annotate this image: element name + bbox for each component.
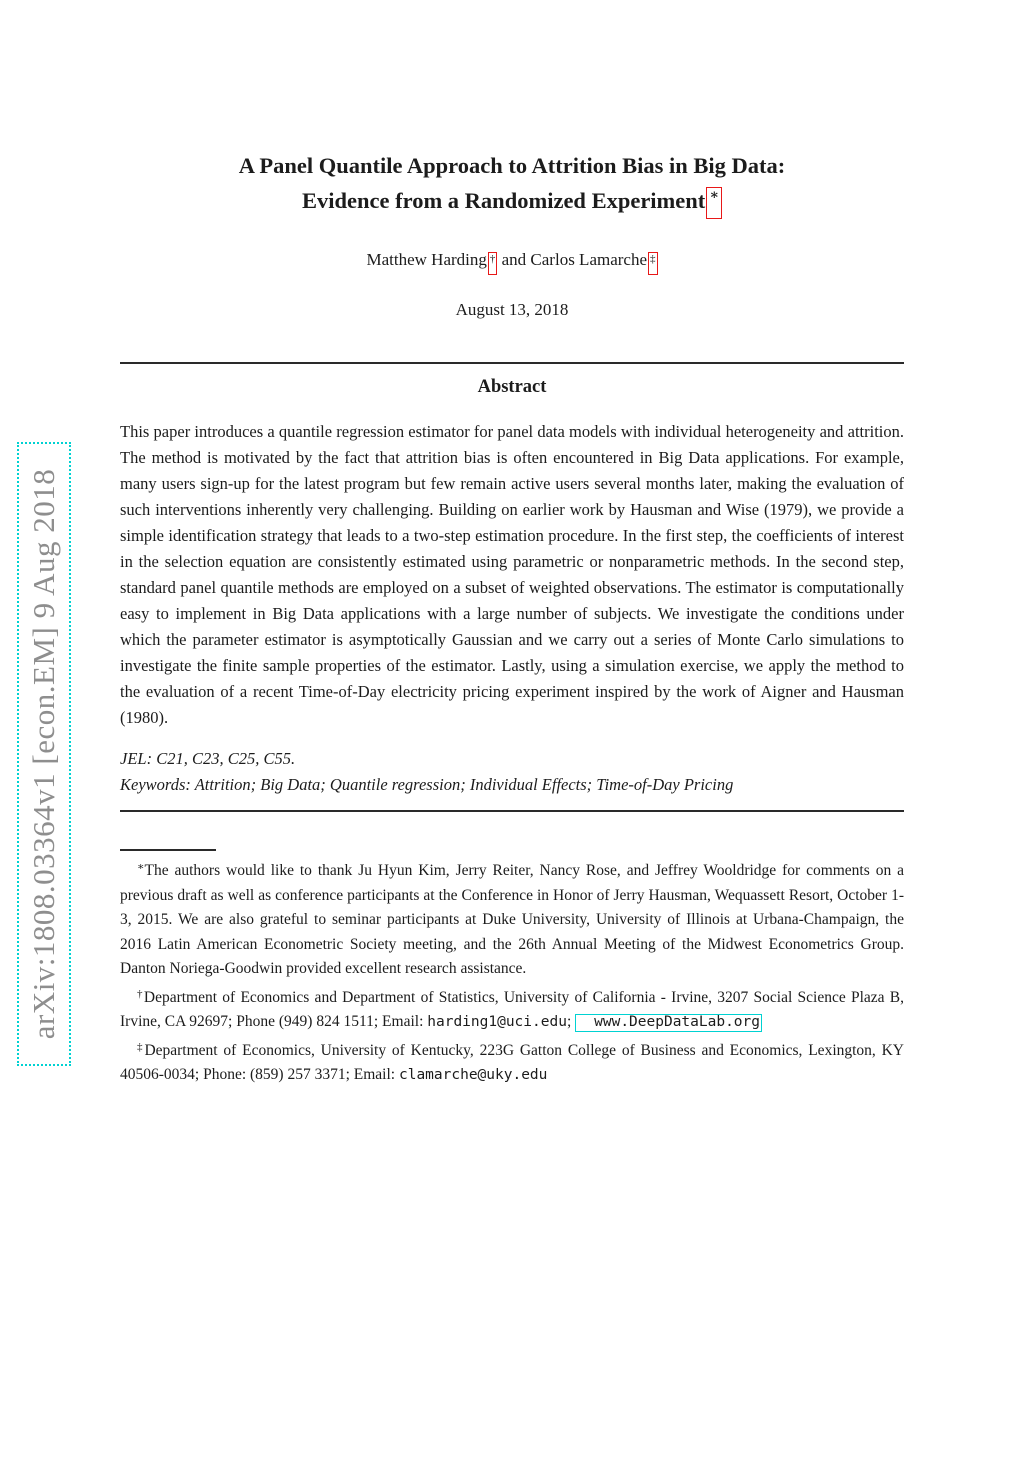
footnote-dagger-separator: ; — [566, 1013, 576, 1030]
abstract-heading: Abstract — [477, 377, 547, 397]
arxiv-watermark-text: arXiv:1808.03364v1 [econ.EM] 9 Aug 2018 — [26, 468, 61, 1040]
author-1: Matthew Harding — [366, 250, 487, 269]
paper-title-line2: Evidence from a Randomized Experiment — [302, 188, 706, 213]
footnotes-block — [120, 855, 904, 1088]
footnote-dagger-marker: † — [137, 987, 144, 1000]
abstract-bottom-rule — [120, 810, 904, 812]
keywords: Keywords: Attrition; Big Data; Quantile regression; Individual Effects; Time-of-Day Pricing — [120, 775, 734, 794]
footnote-ddagger-email: clamarche@uky.edu — [398, 1067, 548, 1083]
title-footnote-link[interactable]: ∗ — [706, 187, 722, 219]
author-separator: and — [497, 250, 531, 269]
footnote-star — [120, 855, 904, 982]
footnote-star-marker: ∗ — [137, 861, 145, 873]
abstract-body: This paper introduces a quantile regression estimator for panel data models with individual heterogeneity and attrition. The method is motivated by the fact that attrition bias is often encountered in Big Data applications. For example, many users sign-up for the latest program but few remain active users several months later, making the evaluation of such interventions inherently very challenging. Building on earlier work by Hausman and Wise (1979), we provide a simple identification strategy that leads to a two-step estimation procedure. In the first step, the coefficients of interest in the selection equation are consistently estimated using parametric or nonparametric methods. In the second step, standard panel quantile methods are employed on a subset of weighted observations. The estimator is computationally easy to implement in Big Data applications with a large number of subjects. We investigate the conditions under which the parameter estimator is asymptotically Gaussian and we carry out a series of Monte Carlo simulations to investigate the finite sample properties of the estimator. Lastly, using a simulation exercise, we apply the method to the evaluation of a recent Time-of-Day electricity pricing experiment inspired by the work of Aigner and Hausman (1980). — [120, 422, 904, 727]
footnote-ddagger-text: Department of Economics, University of Kentucky, 223G Gatton College of Business and Economics, Lexington, KY 40506-0034; Phone: (859) 257 3371; Email: — [120, 1041, 904, 1083]
footnote-star-text: The authors would like to thank Ju Hyun Kim, Jerry Reiter, Nancy Rose, and Jeffrey Wooldridge for comments on a previous draft as well as conference participants at the Conference in Honor of Jerry Hausman, Wequassett Resort, October 1-3, 2015. We are also grateful to seminar participants at Duke University, University of Illinois at Urbana-Champaign, the 2016 Latin American Econometric Society meeting, and the 26th Annual Meeting of the Midwest Econometrics Group. Danton Noriega-Goodwin provided excellent research assistance. — [120, 862, 904, 977]
author-line — [120, 250, 904, 275]
jel-codes: JEL: C21, C23, C25, C55. — [120, 749, 296, 768]
paper-date: August 13, 2018 — [455, 300, 569, 319]
footnote-ddagger — [120, 1035, 904, 1088]
footnote-ddagger-marker: ‡ — [137, 1040, 145, 1053]
author-2-footnote-link[interactable]: ‡ — [648, 252, 658, 275]
paper-page — [120, 148, 904, 1088]
abstract-top-rule — [120, 362, 904, 364]
footnote-dagger-email: harding1@uci.edu — [427, 1014, 567, 1030]
footnote-dagger-text: Department of Economics and Department of Statistics, University of California - Irvine, 3207 Social Science Plaza B, Irvine, CA 92697; Phone (949) 824 1511; Email: — [120, 988, 905, 1030]
author-2: Carlos Lamarche — [530, 250, 648, 269]
footnote-separator-rule — [120, 849, 216, 851]
arxiv-watermark-box — [17, 442, 71, 1066]
footnote-dagger-url-link[interactable]: www.DeepDataLab.org — [575, 1014, 762, 1032]
paper-title-line2-wrap — [120, 183, 904, 219]
footnote-dagger — [120, 982, 904, 1035]
author-1-footnote-link[interactable]: † — [488, 252, 498, 275]
paper-title-line1: A Panel Quantile Approach to Attrition Bias in Big Data: — [238, 153, 786, 178]
paper-title — [120, 148, 904, 219]
